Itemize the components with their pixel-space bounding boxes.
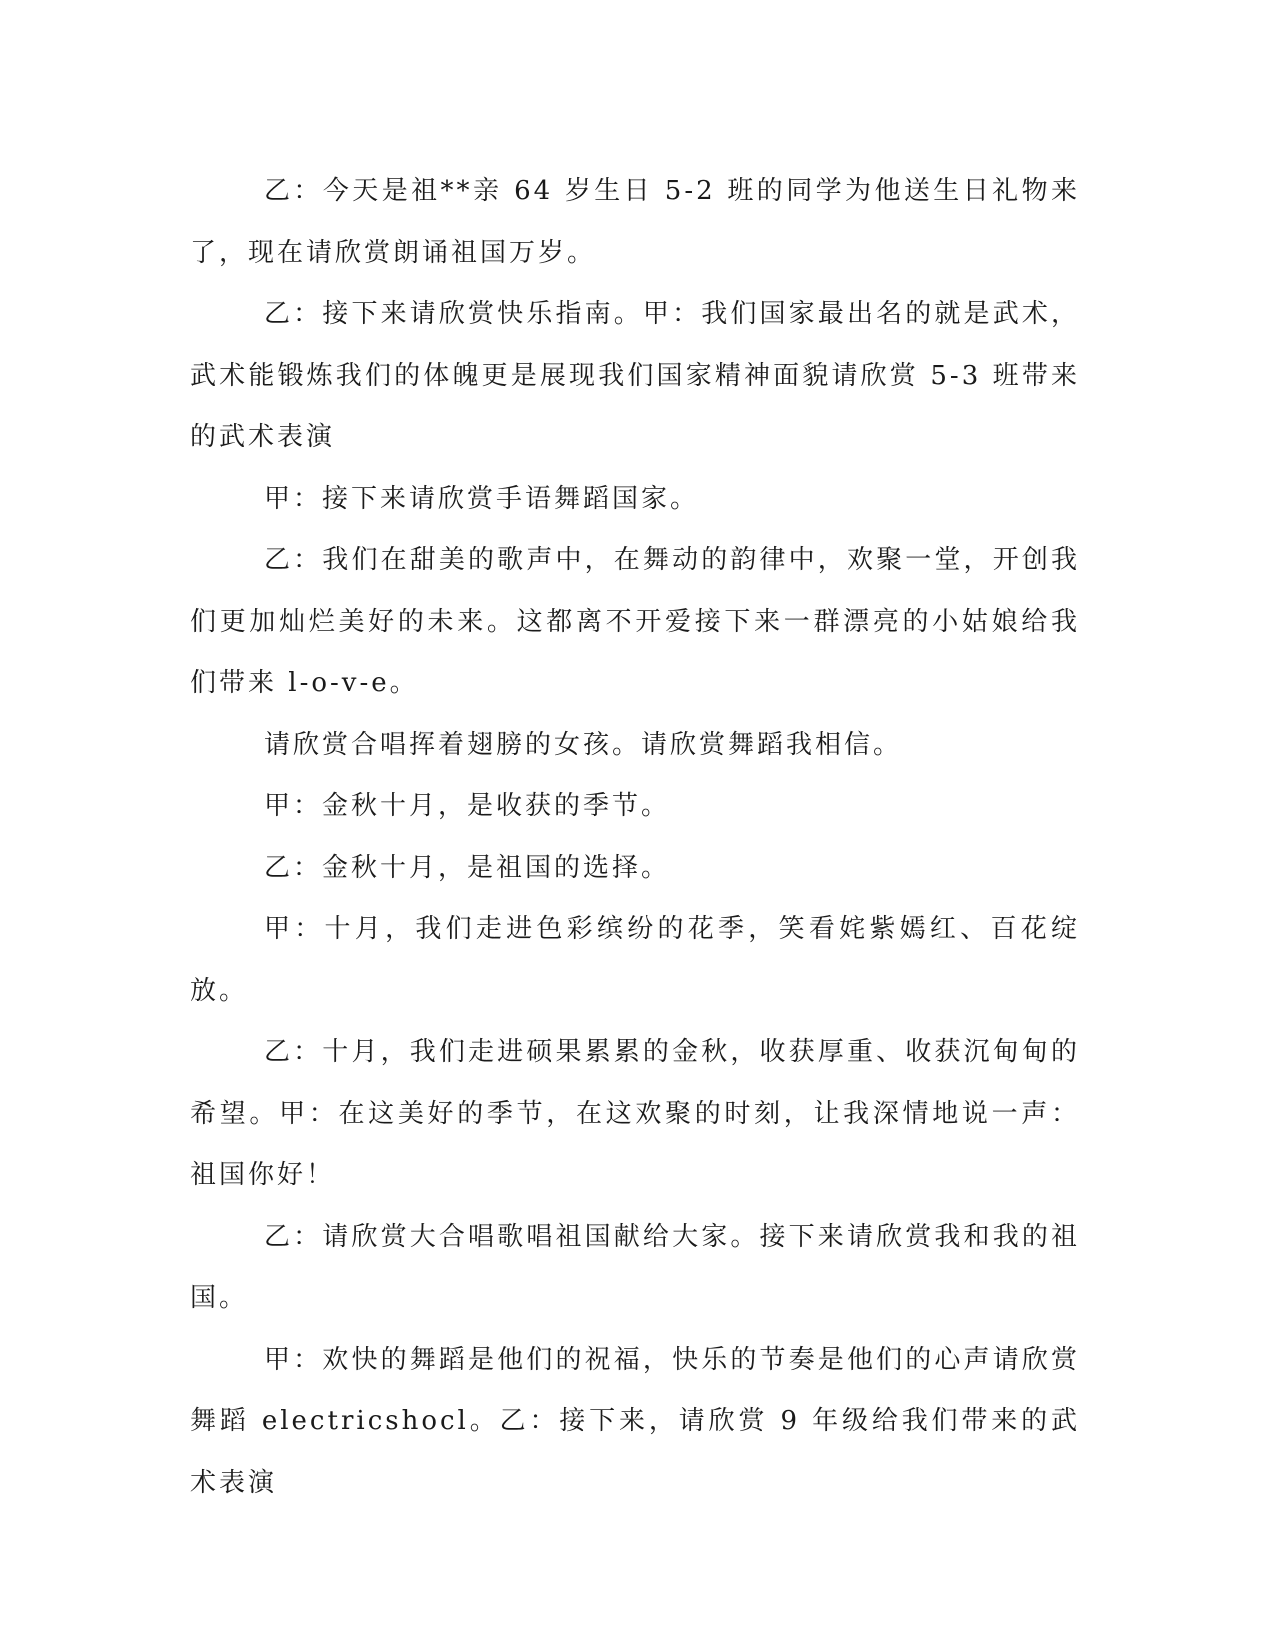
- paragraph: 乙：今天是祖**亲 64 岁生日 5-2 班的同学为他送生日礼物来了，现在请欣赏朗诵祖国万岁。: [190, 176, 1080, 268]
- document-body: [190, 161, 1080, 1514]
- paragraph: 乙：请欣赏大合唱歌唱祖国献给大家。接下来请欣赏我和我的祖国。: [190, 1221, 1080, 1313]
- paragraph: 甲：十月，我们走进色彩缤纷的花季，笑看姹紫嫣红、百花绽放。: [190, 914, 1080, 1006]
- paragraph: 甲：欢快的舞蹈是他们的祝福，快乐的节奏是他们的心声请欣赏舞蹈 electricshocl。乙：接下来，请欣赏 9 年级给我们带来的武术表演: [190, 1344, 1080, 1498]
- paragraph: 乙：我们在甜美的歌声中，在舞动的韵律中，欢聚一堂，开创我们更加灿烂美好的未来。这都离不开爱接下来一群漂亮的小姑娘给我们带来 l-o-v-e。: [190, 545, 1080, 698]
- paragraph: 乙：十月，我们走进硕果累累的金秋，收获厚重、收获沉甸甸的希望。甲：在这美好的季节，在这欢聚的时刻，让我深情地说一声：祖国你好！: [190, 1037, 1080, 1190]
- paragraph: 甲：金秋十月，是收获的季节。: [264, 791, 671, 821]
- paragraph: 甲：接下来请欣赏手语舞蹈国家。: [264, 483, 700, 514]
- paragraph: 乙：接下来请欣赏快乐指南。甲：我们国家最出名的就是武术，武术能锻炼我们的体魄更是展现我们国家精神面貌请欣赏 5-3 班带来的武术表演: [190, 299, 1080, 452]
- paragraph: 乙：金秋十月，是祖国的选择。: [264, 852, 671, 883]
- paragraph: 请欣赏合唱挥着翅膀的女孩。请欣赏舞蹈我相信。: [264, 729, 903, 760]
